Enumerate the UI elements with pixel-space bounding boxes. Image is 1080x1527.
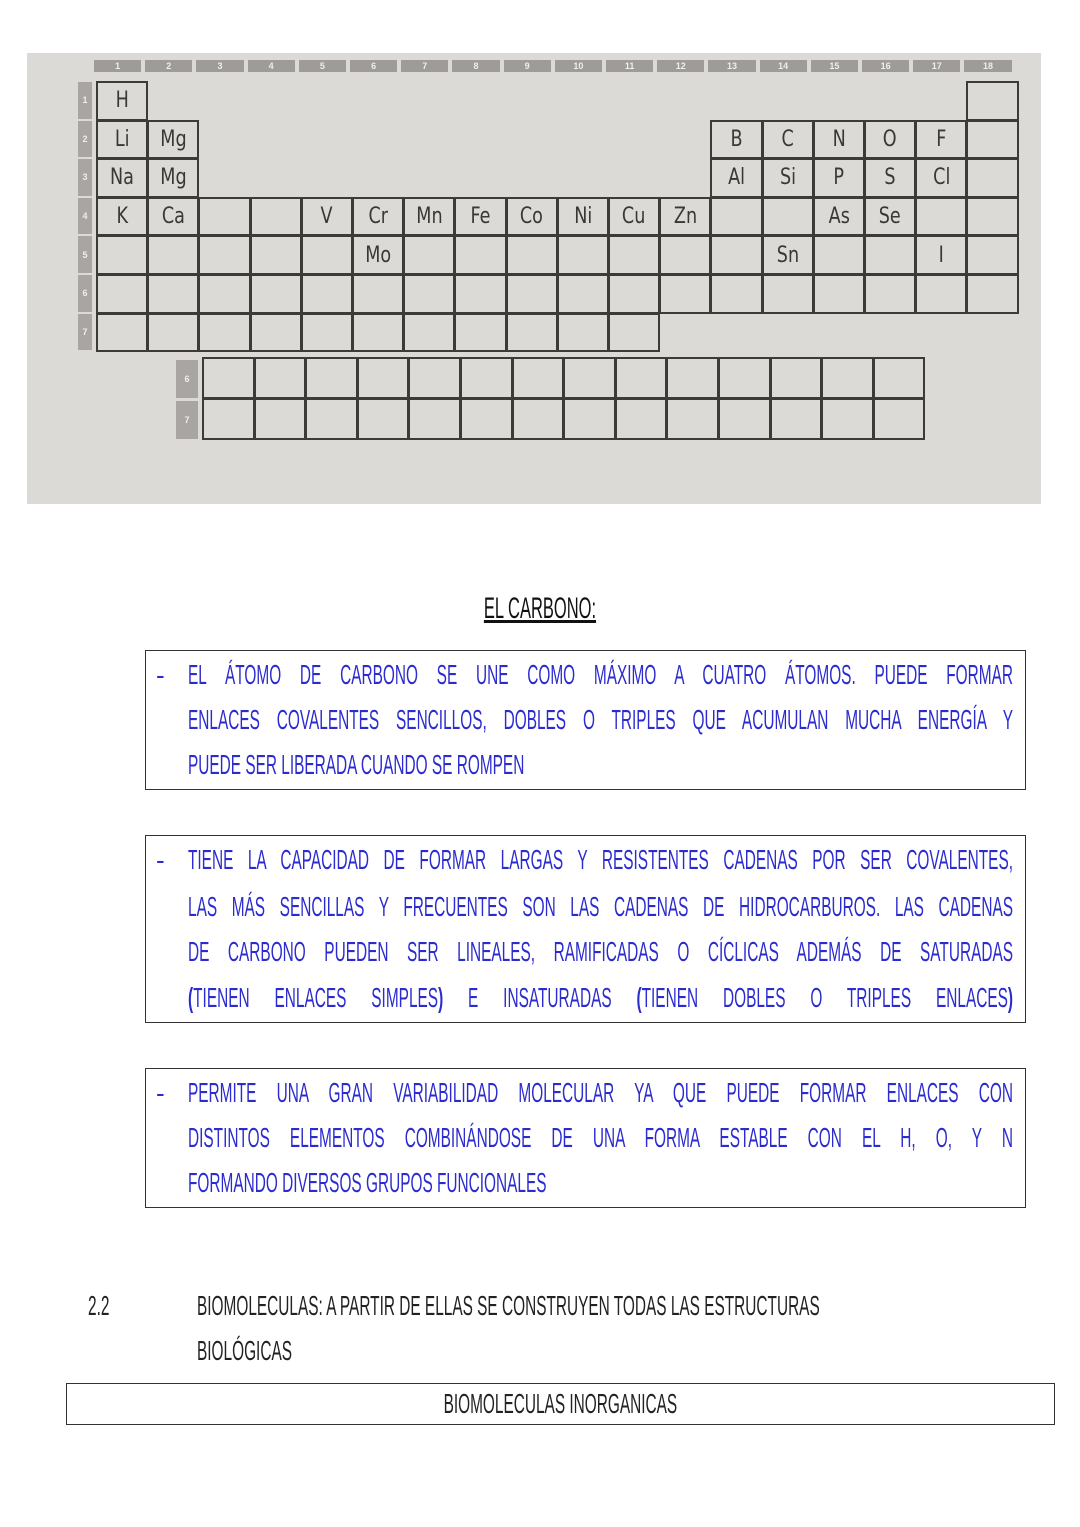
element-cell (710, 197, 762, 237)
element-cell (96, 235, 148, 275)
period-label: 5 (78, 236, 92, 273)
element-cell (966, 81, 1018, 121)
bullet-dash: - (156, 660, 165, 690)
element-cell (96, 158, 148, 198)
group-label: 7 (401, 60, 448, 72)
element-symbol: F (936, 126, 947, 152)
series-cell (460, 357, 513, 399)
series-cell (821, 398, 874, 440)
bullet-dash: - (156, 1078, 165, 1108)
element-cell (147, 158, 199, 198)
element-symbol: Li (114, 126, 130, 152)
element-cell (813, 158, 865, 198)
series-cell (718, 398, 771, 440)
element-cell (864, 197, 916, 237)
element-cell (454, 313, 506, 353)
series-cell (873, 398, 926, 440)
element-symbol: Ca (161, 204, 185, 230)
element-cell (762, 274, 814, 314)
series-cell (873, 357, 926, 399)
element-cell (659, 197, 711, 237)
element-cell (96, 197, 148, 237)
element-cell (454, 197, 506, 237)
element-cell (608, 313, 660, 353)
element-cell (864, 274, 916, 314)
series-cell (305, 357, 358, 399)
period-label: 7 (78, 314, 92, 351)
element-symbol: Se (879, 204, 902, 230)
element-cell (147, 313, 199, 353)
group-label: 11 (606, 60, 653, 72)
element-cell (403, 197, 455, 237)
carbon-text-line: EL ÁTOMO DE CARBONO SE UNE COMO MÁXIMO A CUATRO ÁTOMOS. PUEDE FORMAR (188, 659, 1013, 690)
element-cell (147, 235, 199, 275)
series-cell (408, 398, 461, 440)
element-cell (147, 120, 199, 160)
period-label: 6 (78, 275, 92, 312)
element-cell (250, 274, 302, 314)
carbon-text-line: DISTINTOS ELEMENTOS COMBINÁNDOSE DE UNA FORMA ESTABLE CON EL H, O, Y N (188, 1122, 1013, 1153)
element-cell (352, 235, 404, 275)
element-cell (557, 235, 609, 275)
element-cell (301, 274, 353, 314)
element-cell (506, 235, 558, 275)
element-symbol: Ni (573, 204, 592, 230)
element-cell (506, 274, 558, 314)
element-cell (198, 313, 250, 353)
element-cell (813, 274, 865, 314)
carbon-title-wrap (0, 592, 1080, 626)
element-cell (762, 120, 814, 160)
element-symbol: Mo (365, 242, 392, 268)
element-cell (915, 120, 967, 160)
element-cell (96, 274, 148, 314)
element-cell (403, 313, 455, 353)
element-cell (710, 274, 762, 314)
series-cell (512, 398, 565, 440)
element-cell (966, 274, 1018, 314)
element-cell (557, 274, 609, 314)
table-header-text: BIOMOLECULAS INORGANICAS (443, 1388, 678, 1419)
element-symbol: Cu (622, 204, 646, 230)
element-cell (915, 158, 967, 198)
group-label: 14 (760, 60, 807, 72)
section-heading-line-1: BIOMOLECULAS: A PARTIR DE ELLAS SE CONSTRUYEN TODAS LAS ESTRUCTURAS (197, 1290, 820, 1321)
section-number: 2.2 (88, 1290, 110, 1321)
element-symbol: Fe (470, 204, 491, 230)
series-cell (408, 357, 461, 399)
element-cell (710, 120, 762, 160)
series-cell (821, 357, 874, 399)
element-symbol: I (938, 242, 944, 268)
element-symbol: C (781, 126, 794, 152)
element-cell (454, 235, 506, 275)
element-cell (403, 274, 455, 314)
section-heading-line-2: BIOLÓGICAS (197, 1335, 292, 1366)
series-cell (666, 357, 719, 399)
period-label: 2 (78, 121, 92, 158)
element-cell (864, 120, 916, 160)
bold-parenthesis: ) (438, 982, 444, 1013)
period-label: 3 (78, 159, 92, 196)
element-symbol: B (730, 126, 743, 152)
group-label: 13 (708, 60, 755, 72)
element-cell (813, 120, 865, 160)
element-cell (915, 197, 967, 237)
element-cell (301, 313, 353, 353)
carbon-text-line: FORMANDO DIVERSOS GRUPOS FUNCIONALES (188, 1167, 547, 1198)
series-cell (254, 357, 307, 399)
series-cell (305, 398, 358, 440)
element-cell (710, 158, 762, 198)
element-symbol: K (116, 204, 128, 230)
element-cell (966, 158, 1018, 198)
element-cell (198, 274, 250, 314)
element-symbol: P (833, 165, 845, 191)
element-symbol: Al (728, 165, 745, 191)
group-label: 17 (913, 60, 960, 72)
element-cell (301, 235, 353, 275)
element-cell (352, 197, 404, 237)
series-cell (615, 357, 668, 399)
series-cell (770, 357, 823, 399)
element-cell (557, 313, 609, 353)
series-cell (666, 398, 719, 440)
series-label: 7 (176, 401, 198, 439)
group-label: 9 (504, 60, 551, 72)
element-cell (710, 235, 762, 275)
element-cell (608, 235, 660, 275)
element-cell (352, 274, 404, 314)
element-symbol: Cr (368, 204, 388, 230)
element-symbol: Na (110, 165, 135, 191)
series-cell (460, 398, 513, 440)
bullet-dash: - (156, 845, 165, 875)
element-cell (96, 81, 148, 121)
element-cell (659, 235, 711, 275)
element-cell (608, 197, 660, 237)
series-cell (615, 398, 668, 440)
series-cell (357, 398, 410, 440)
element-cell (966, 197, 1018, 237)
carbon-text-line: (TIENEN ENLACES SIMPLES) E INSATURADAS (TIENEN DOBLES O TRIPLES ENLACES) (188, 982, 1014, 1013)
series-cell (563, 398, 616, 440)
element-symbol: Mg (160, 126, 187, 152)
element-cell (557, 197, 609, 237)
group-label: 1 (94, 60, 141, 72)
element-cell (147, 197, 199, 237)
element-cell (762, 235, 814, 275)
group-label: 18 (964, 60, 1011, 72)
element-cell (762, 197, 814, 237)
element-cell (301, 197, 353, 237)
element-symbol: Si (779, 165, 796, 191)
element-cell (403, 235, 455, 275)
element-symbol: V (320, 204, 333, 230)
element-cell (352, 313, 404, 353)
element-symbol: Co (520, 204, 544, 230)
bold-parenthesis: ( (636, 982, 642, 1013)
series-label: 6 (176, 360, 198, 398)
element-cell (608, 274, 660, 314)
element-symbol: As (828, 204, 850, 230)
period-label: 4 (78, 198, 92, 235)
group-label: 16 (862, 60, 909, 72)
carbon-text-line: ENLACES COVALENTES SENCILLOS, DOBLES O TRIPLES QUE ACUMULAN MUCHA ENERGÍA Y (188, 704, 1013, 735)
element-cell (813, 235, 865, 275)
element-symbol: Sn (776, 242, 799, 268)
group-label: 8 (452, 60, 499, 72)
bold-parenthesis: ) (1007, 982, 1014, 1013)
element-cell (506, 197, 558, 237)
element-symbol: Cl (932, 165, 950, 191)
series-cell (202, 357, 255, 399)
element-symbol: H (115, 88, 129, 114)
element-cell (506, 313, 558, 353)
element-cell (96, 313, 148, 353)
group-label: 2 (145, 60, 192, 72)
series-cell (357, 357, 410, 399)
biomoleculas-table-header (66, 1383, 1055, 1425)
element-symbol: Mg (160, 165, 187, 191)
series-cell (254, 398, 307, 440)
element-cell (198, 235, 250, 275)
element-cell (915, 235, 967, 275)
series-cell (563, 357, 616, 399)
carbon-title: EL CARBONO: (483, 592, 597, 625)
bold-parenthesis: ( (188, 982, 194, 1013)
element-cell (659, 274, 711, 314)
group-label: 4 (248, 60, 295, 72)
element-cell (864, 235, 916, 275)
element-cell (864, 158, 916, 198)
group-label: 12 (657, 60, 704, 72)
element-cell (813, 197, 865, 237)
series-cell (202, 398, 255, 440)
element-symbol: Zn (673, 204, 697, 230)
series-cell (770, 398, 823, 440)
carbon-text-line: TIENE LA CAPACIDAD DE FORMAR LARGAS Y RESISTENTES CADENAS POR SER COVALENTES, (188, 844, 1013, 875)
group-label: 3 (196, 60, 243, 72)
element-cell (966, 235, 1018, 275)
carbon-text-line: PERMITE UNA GRAN VARIABILIDAD MOLECULAR YA QUE PUEDE FORMAR ENLACES CON (188, 1077, 1013, 1108)
element-cell (762, 158, 814, 198)
element-cell (250, 235, 302, 275)
carbon-text-line: DE CARBONO PUEDEN SER LINEALES, RAMIFICADAS O CÍCLICAS ADEMÁS DE SATURADAS (188, 936, 1013, 967)
group-label: 10 (555, 60, 602, 72)
element-cell (147, 274, 199, 314)
element-cell (915, 274, 967, 314)
element-cell (250, 197, 302, 237)
element-cell (250, 313, 302, 353)
element-cell (198, 197, 250, 237)
series-cell (718, 357, 771, 399)
element-symbol: O (883, 126, 898, 152)
element-symbol: S (884, 165, 896, 191)
group-label: 5 (299, 60, 346, 72)
element-cell (96, 120, 148, 160)
element-symbol: N (832, 126, 846, 152)
group-label: 6 (350, 60, 397, 72)
period-label: 1 (78, 82, 92, 119)
series-cell (512, 357, 565, 399)
carbon-text-line: PUEDE SER LIBERADA CUANDO SE ROMPEN (188, 749, 525, 780)
group-label: 15 (811, 60, 858, 72)
element-symbol: Mn (416, 204, 443, 230)
element-cell (966, 120, 1018, 160)
element-cell (454, 274, 506, 314)
carbon-text-line: LAS MÁS SENCILLAS Y FRECUENTES SON LAS CADENAS DE HIDROCARBUROS. LAS CADENAS (188, 891, 1013, 922)
